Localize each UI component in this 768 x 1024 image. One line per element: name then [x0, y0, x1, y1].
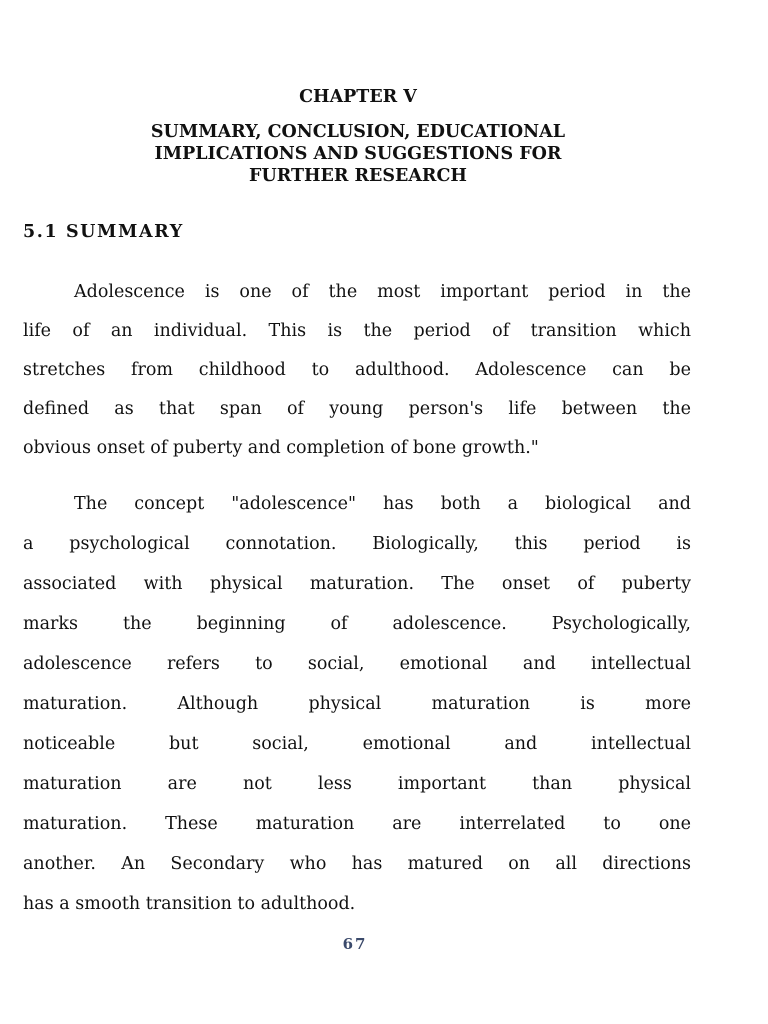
- paragraph-line: obvious onset of puberty and completion of bone growth.": [23, 438, 539, 458]
- paragraph-line: maturation are not less important than physical: [23, 774, 691, 794]
- paragraph-line: maturation. Although physical maturation is more: [23, 694, 691, 714]
- chapter-title: CHAPTER V: [299, 87, 417, 107]
- page-number: 67: [342, 935, 368, 953]
- chapter-subtitle-line: FURTHER RESEARCH: [249, 166, 467, 186]
- paragraph-line: maturation. These maturation are interrelated to one: [23, 814, 691, 834]
- paragraph-line: another. An Secondary who has matured on all directions: [23, 854, 691, 874]
- paragraph-line: stretches from childhood to adulthood. Adolescence can be: [23, 360, 691, 380]
- paragraph-line: has a smooth transition to adulthood.: [23, 894, 356, 914]
- paragraph-line: noticeable but social, emotional and intellectual: [23, 734, 691, 754]
- chapter-subtitle: [100, 121, 616, 187]
- chapter-subtitle-line: SUMMARY, CONCLUSION, EDUCATIONAL: [150, 122, 566, 142]
- paragraph-line: defined as that span of young person's life between the: [23, 399, 691, 419]
- paragraph-line: a psychological connotation. Biologically, this period is: [23, 534, 691, 554]
- paragraph-line: adolescence refers to social, emotional and intellectual: [23, 654, 691, 674]
- section-heading: 5.1 SUMMARY: [23, 222, 184, 242]
- chapter-subtitle-line: IMPLICATIONS AND SUGGESTIONS FOR: [154, 144, 562, 164]
- paragraph-line: Adolescence is one of the most important period in the: [74, 282, 691, 302]
- paragraph: [23, 273, 691, 468]
- paragraph-line: The concept "adolescence" has both a biological and: [74, 494, 691, 514]
- paragraph-line: marks the beginning of adolescence. Psychologically,: [23, 614, 691, 634]
- paragraph-line: associated with physical maturation. The onset of puberty: [23, 574, 691, 594]
- paragraph: [23, 484, 691, 924]
- paragraph-line: life of an individual. This is the period of transition which: [23, 321, 691, 341]
